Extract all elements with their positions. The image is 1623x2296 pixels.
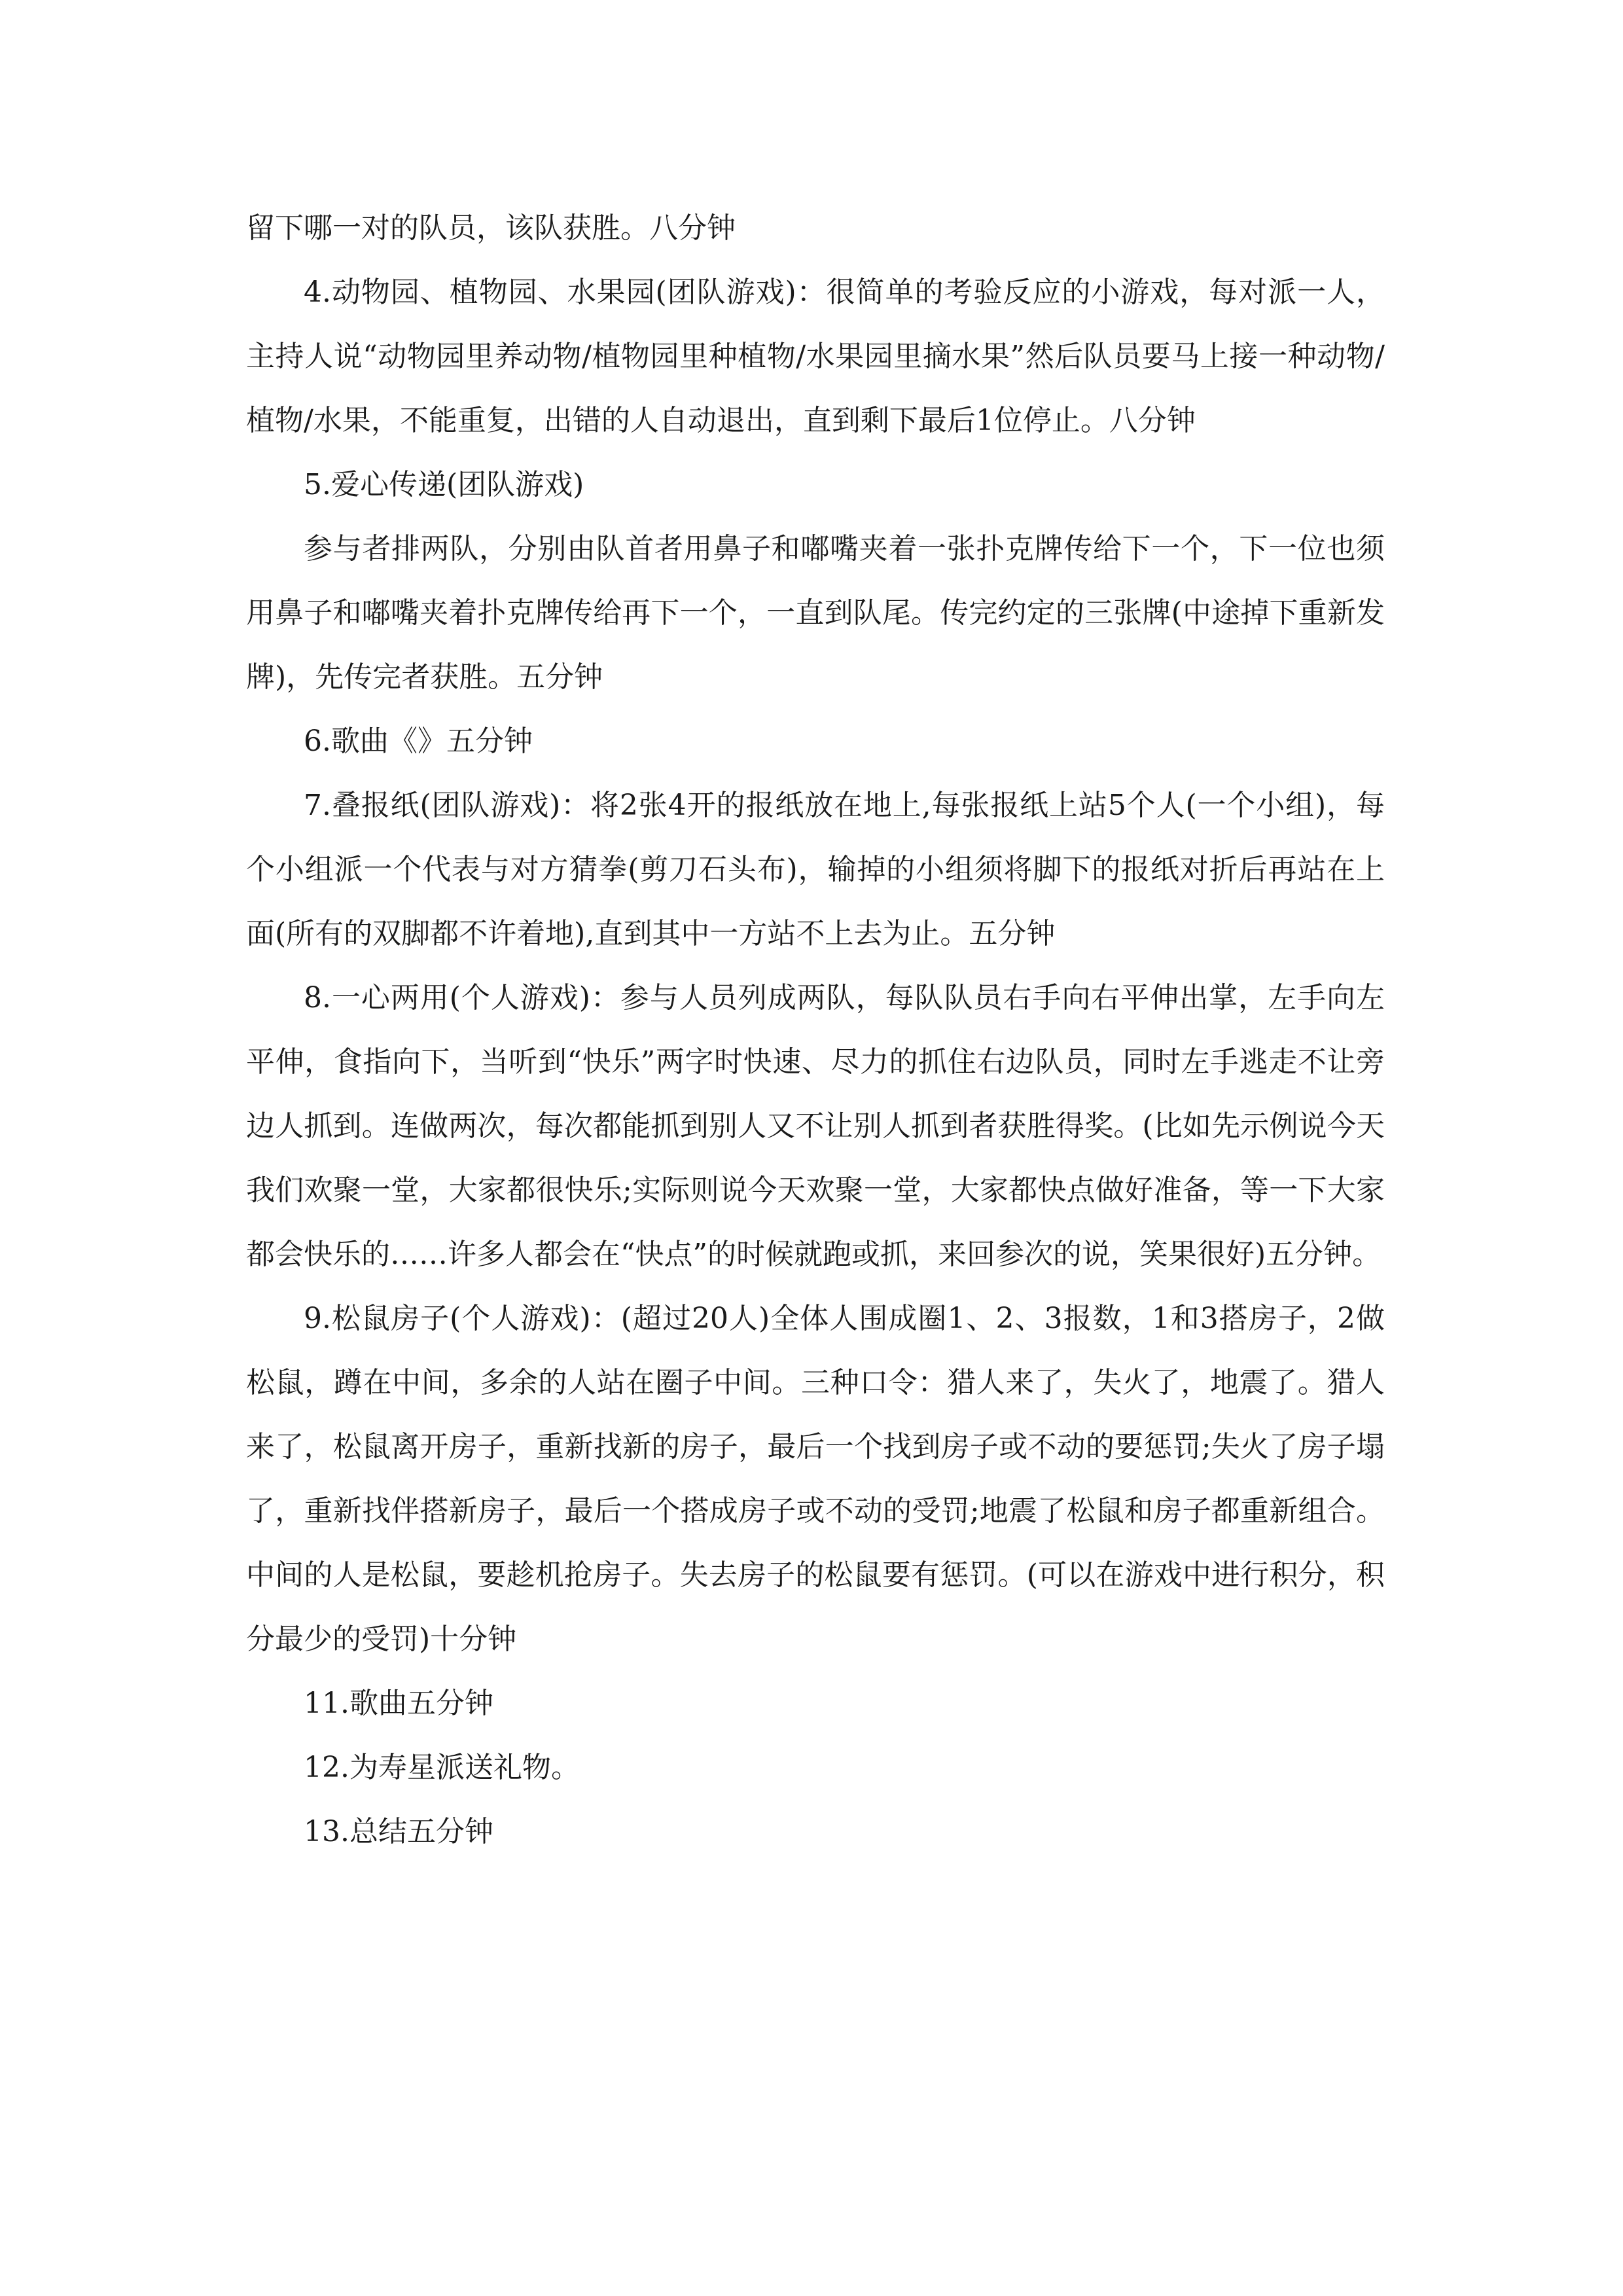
- paragraph-item-5-body: 参与者排两队，分别由队首者用鼻子和嘟嘴夹着一张扑克牌传给下一个，下一位也须用鼻子和嘟嘴夹着扑克牌传给再下一个，一直到队尾。传完约定的三张牌(中途掉下重新发牌)，先传完者获胜。五分钟: [246, 532, 1385, 694]
- paragraph-item-6: 6.歌曲《》五分钟: [304, 725, 533, 758]
- paragraph-item-12: 12.为寿星派送礼物。: [304, 1751, 580, 1784]
- paragraph-continuation: 留下哪一对的队员，该队获胜。八分钟: [246, 211, 736, 245]
- paragraph-item-11: 11.歌曲五分钟: [304, 1687, 493, 1720]
- paragraph-item-9: 9.松鼠房子(个人游戏)：(超过20人)全体人围成圈1、2、3报数，1和3搭房子，2做松鼠，蹲在中间，多余的人站在圈子中间。三种口令：猎人来了，失火了，地震了。猎人来了，松鼠离开房子，重新找新的房子，最后一个找到房子或不动的要惩罚;失火了房子塌了，重新找伴搭新房子，最后一个搭成房子或不动的受罚;地震了松鼠和房子都重新组合。中间的人是松鼠，要趁机抢房子。失去房子的松鼠要有惩罚。(可以在游戏中进行积分，积分最少的受罚)十分钟: [246, 1302, 1385, 1656]
- paragraph-item-7: 7.叠报纸(团队游戏)：将2张4开的报纸放在地上,每张报纸上站5个人(一个小组)，每个小组派一个代表与对方猜拳(剪刀石头布)，输掉的小组须将脚下的报纸对折后再站在上面(所有的双脚都不许着地),直到其中一方站不上去为止。五分钟: [246, 789, 1385, 950]
- document-body: [246, 196, 1385, 1864]
- paragraph-item-5-title: 5.爱心传递(团队游戏): [304, 468, 584, 501]
- paragraph-item-4: 4.动物园、植物园、水果园(团队游戏)：很简单的考验反应的小游戏，每对派一人，主持人说“动物园里养动物/植物园里种植物/水果园里摘水果”然后队员要马上接一种动物/植物/水果，不能重复，出错的人自动退出，直到剩下最后1位停止。八分钟: [246, 276, 1385, 437]
- paragraph-item-8: 8.一心两用(个人游戏)：参与人员列成两队，每队队员右手向右平伸出掌，左手向左平伸，食指向下，当听到“快乐”两字时快速、尽力的抓住右边队员，同时左手逃走不让旁边人抓到。连做两次，每次都能抓到别人又不让别人抓到者获胜得奖。(比如先示例说今天我们欢聚一堂，大家都很快乐;实际则说今天欢聚一堂，大家都快点做好准备，等一下大家都会快乐的……许多人都会在“快点”的时候就跑或抓，来回参次的说，笑果很好)五分钟。: [246, 981, 1385, 1271]
- paragraph-item-13: 13.总结五分钟: [304, 1815, 493, 1848]
